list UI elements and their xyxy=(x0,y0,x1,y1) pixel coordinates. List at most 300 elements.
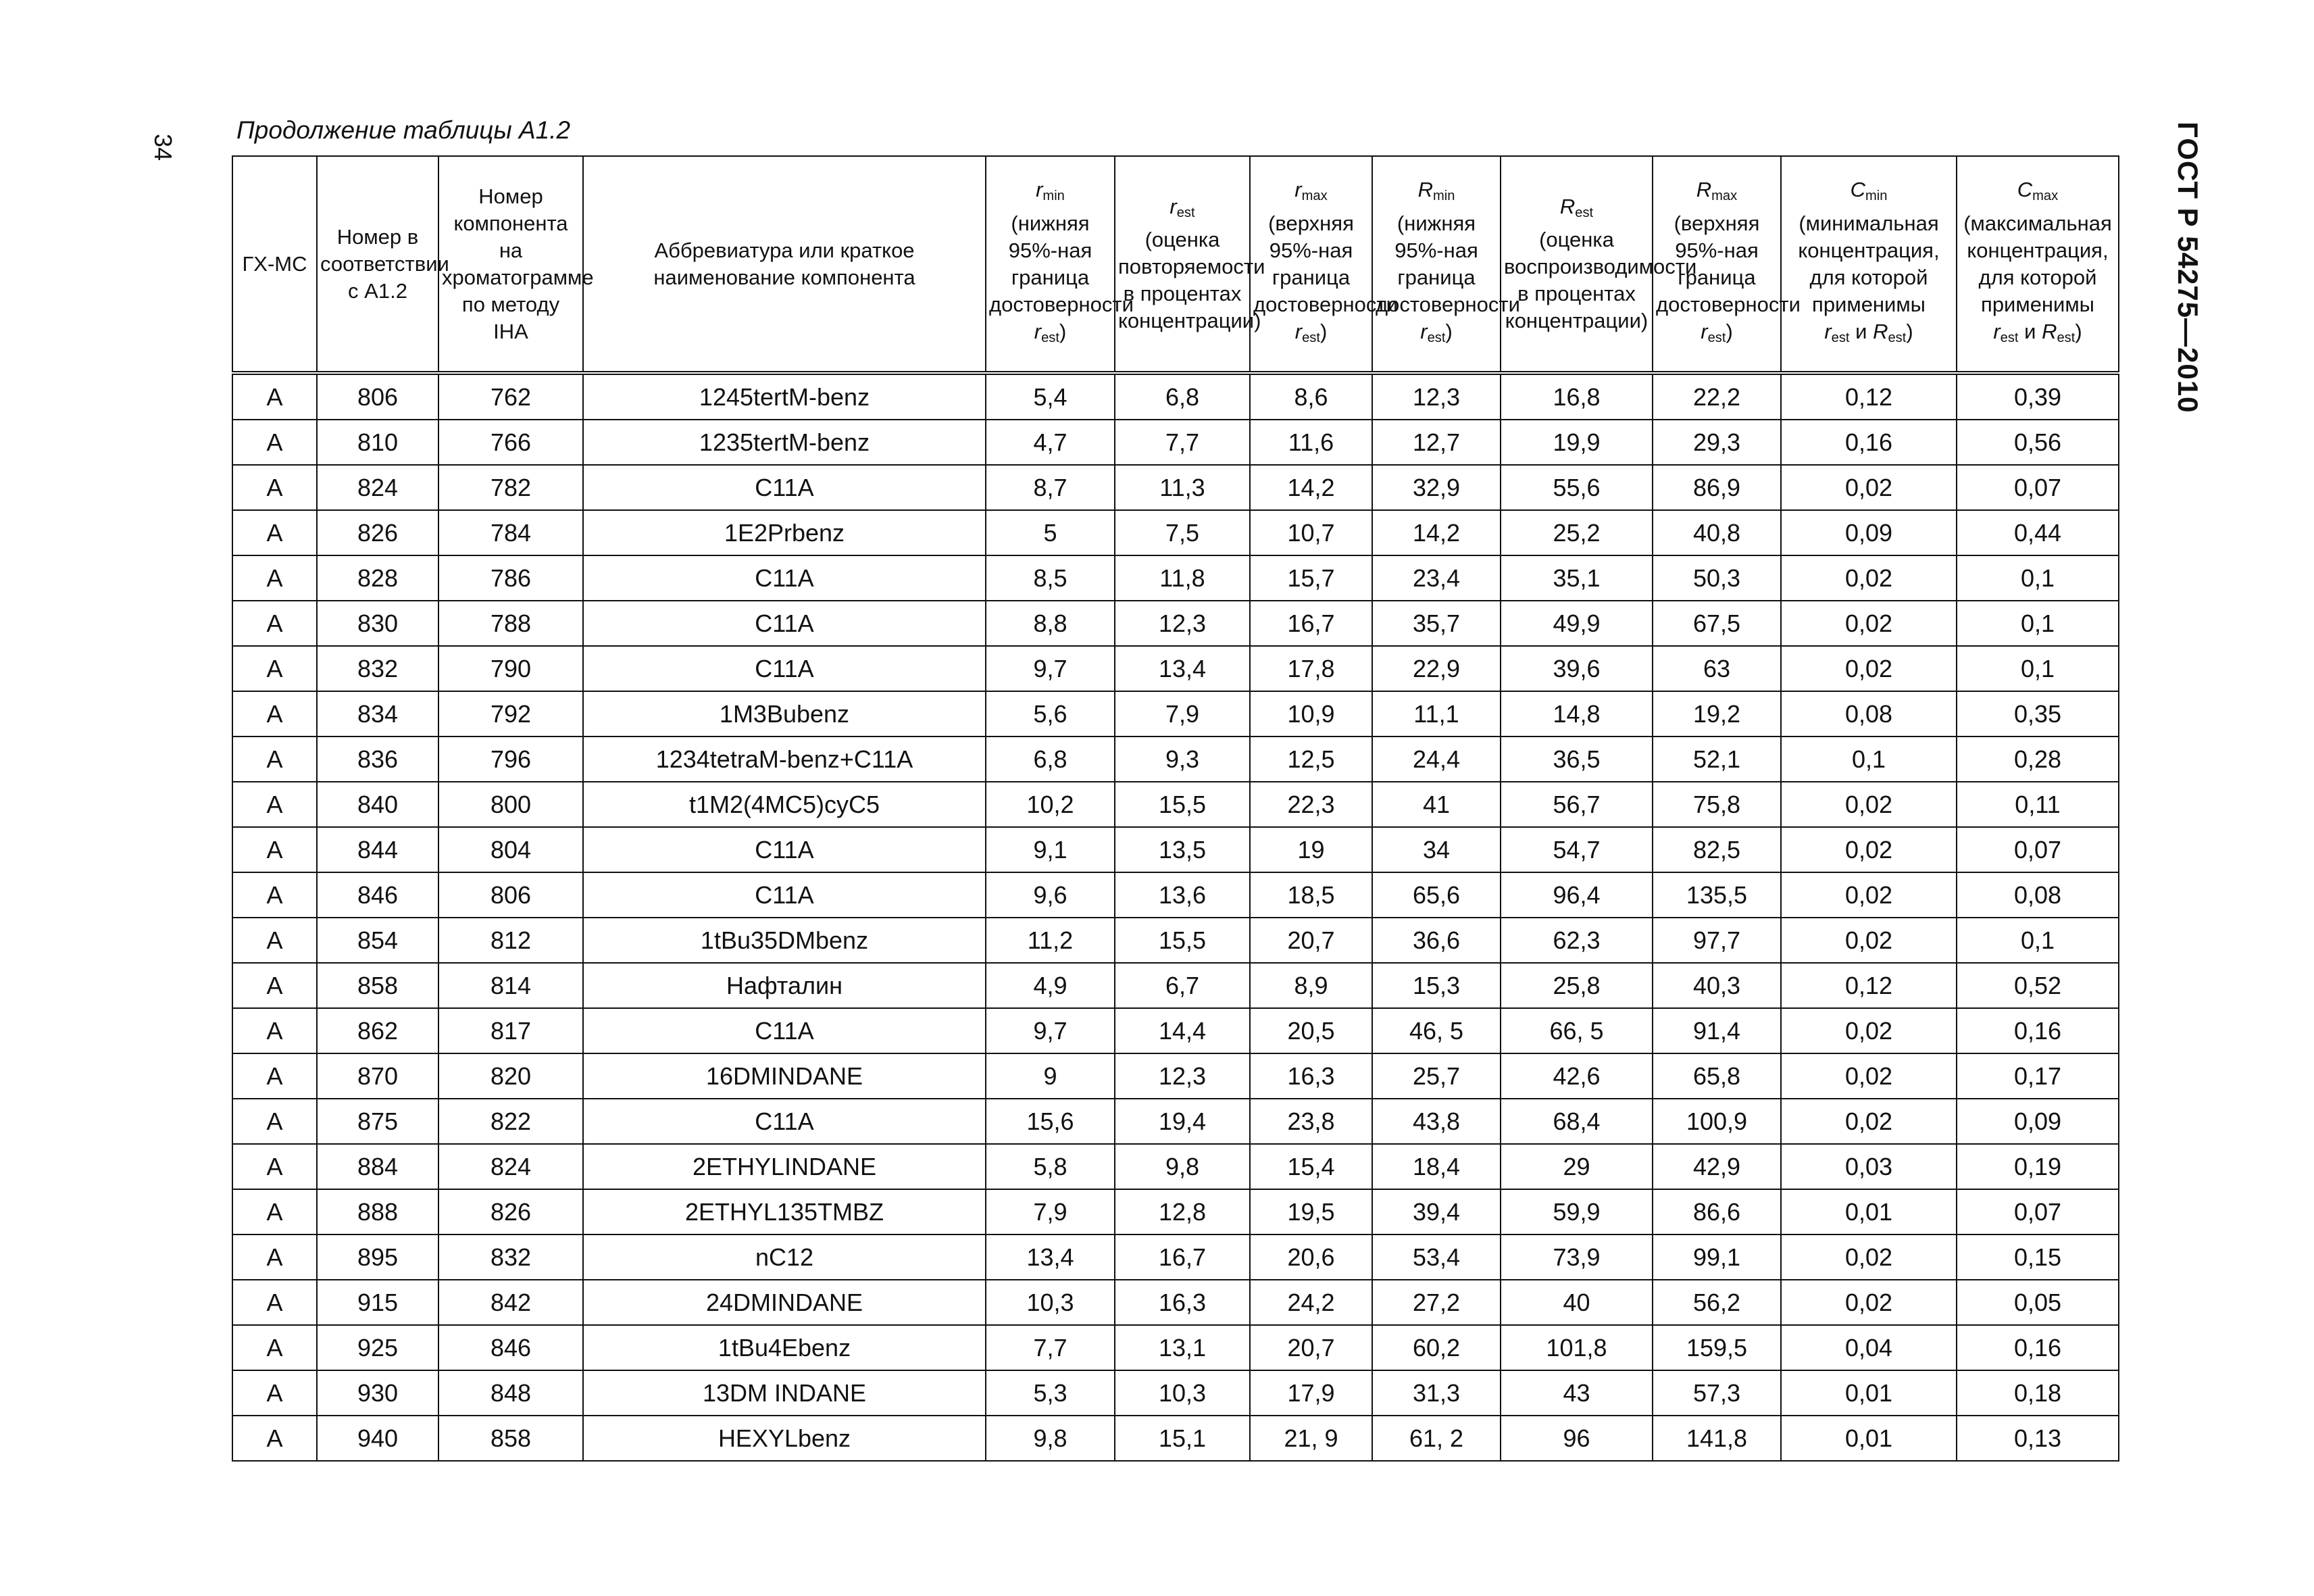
cell-Cmin: 0,01 xyxy=(1781,1416,1957,1461)
cell-Rest: 35,1 xyxy=(1501,555,1653,601)
cell-rest: 11,8 xyxy=(1115,555,1250,601)
cell-Rmax: 40,3 xyxy=(1653,963,1781,1008)
cell-rmax: 17,9 xyxy=(1250,1370,1372,1416)
cell-rmax: 14,2 xyxy=(1250,465,1372,510)
cell-Rmax: 86,6 xyxy=(1653,1189,1781,1235)
cell-rmax: 8,6 xyxy=(1250,373,1372,420)
cell-gcms: А xyxy=(232,918,317,963)
table-caption: Продолжение таблицы А1.2 xyxy=(236,116,571,144)
cell-rmin: 9,6 xyxy=(986,872,1115,918)
cell-gcms: А xyxy=(232,737,317,782)
cell-number-iha: 817 xyxy=(438,1008,583,1053)
cell-Rmax: 86,9 xyxy=(1653,465,1781,510)
cell-Rest: 54,7 xyxy=(1501,827,1653,872)
cell-rmax: 15,7 xyxy=(1250,555,1372,601)
cell-number-iha: 842 xyxy=(438,1280,583,1325)
cell-Cmax: 0,56 xyxy=(1957,420,2119,465)
cell-Rmax: 159,5 xyxy=(1653,1325,1781,1370)
cell-abbreviation: Нафталин xyxy=(583,963,986,1008)
table-row xyxy=(232,510,2119,555)
cell-rest: 7,9 xyxy=(1115,691,1250,737)
cell-Cmin: 0,16 xyxy=(1781,420,1957,465)
cell-rmax: 8,9 xyxy=(1250,963,1372,1008)
cell-Rmin: 11,1 xyxy=(1372,691,1501,737)
cell-rmax: 16,3 xyxy=(1250,1053,1372,1099)
cell-Cmax: 0,16 xyxy=(1957,1325,2119,1370)
cell-gcms: А xyxy=(232,963,317,1008)
cell-rmin: 15,6 xyxy=(986,1099,1115,1144)
cell-number-iha: 784 xyxy=(438,510,583,555)
table-row xyxy=(232,1370,2119,1416)
cell-Cmax: 0,07 xyxy=(1957,1189,2119,1235)
cell-Rest: 29 xyxy=(1501,1144,1653,1189)
table-body xyxy=(232,373,2119,1461)
cell-Cmin: 0,08 xyxy=(1781,691,1957,737)
table-row xyxy=(232,373,2119,420)
cell-Cmax: 0,11 xyxy=(1957,782,2119,827)
cell-abbreviation: 1M3Bubenz xyxy=(583,691,986,737)
header-row xyxy=(232,156,2119,373)
cell-gcms: А xyxy=(232,1053,317,1099)
cell-Rest: 96 xyxy=(1501,1416,1653,1461)
cell-number-iha: 848 xyxy=(438,1370,583,1416)
cell-gcms: А xyxy=(232,1008,317,1053)
cell-rmin: 8,8 xyxy=(986,601,1115,646)
cell-gcms: А xyxy=(232,646,317,691)
cell-rest: 7,7 xyxy=(1115,420,1250,465)
cell-rmin: 4,7 xyxy=(986,420,1115,465)
cell-gcms: А xyxy=(232,373,317,420)
cell-rest: 15,5 xyxy=(1115,918,1250,963)
cell-Rest: 25,8 xyxy=(1501,963,1653,1008)
cell-abbreviation: C11A xyxy=(583,872,986,918)
cell-number-a12: 870 xyxy=(317,1053,438,1099)
data-table xyxy=(232,155,2119,1462)
cell-Rmin: 35,7 xyxy=(1372,601,1501,646)
header-number-a12: Номер в соответствии с А1.2 xyxy=(317,156,438,373)
cell-rmin: 9,7 xyxy=(986,646,1115,691)
cell-rest: 15,5 xyxy=(1115,782,1250,827)
cell-Rmin: 23,4 xyxy=(1372,555,1501,601)
cell-number-a12: 858 xyxy=(317,963,438,1008)
cell-Rmin: 18,4 xyxy=(1372,1144,1501,1189)
cell-Rmax: 40,8 xyxy=(1653,510,1781,555)
table-row xyxy=(232,1144,2119,1189)
cell-gcms: А xyxy=(232,1189,317,1235)
cell-Rmin: 34 xyxy=(1372,827,1501,872)
cell-number-a12: 940 xyxy=(317,1416,438,1461)
cell-rest: 11,3 xyxy=(1115,465,1250,510)
cell-abbreviation: 24DMINDANE xyxy=(583,1280,986,1325)
cell-number-iha: 762 xyxy=(438,373,583,420)
table-row xyxy=(232,1280,2119,1325)
cell-Cmin: 0,02 xyxy=(1781,1099,1957,1144)
cell-number-iha: 788 xyxy=(438,601,583,646)
cell-Rmin: 14,2 xyxy=(1372,510,1501,555)
cell-Rest: 40 xyxy=(1501,1280,1653,1325)
cell-Rmin: 27,2 xyxy=(1372,1280,1501,1325)
cell-Cmin: 0,02 xyxy=(1781,1053,1957,1099)
cell-Rmax: 19,2 xyxy=(1653,691,1781,737)
cell-Rest: 66, 5 xyxy=(1501,1008,1653,1053)
cell-gcms: А xyxy=(232,601,317,646)
table-row xyxy=(232,1416,2119,1461)
cell-number-iha: 832 xyxy=(438,1235,583,1280)
cell-Cmin: 0,01 xyxy=(1781,1370,1957,1416)
cell-rest: 10,3 xyxy=(1115,1370,1250,1416)
table-row xyxy=(232,420,2119,465)
cell-rmin: 5,6 xyxy=(986,691,1115,737)
cell-Rmin: 61, 2 xyxy=(1372,1416,1501,1461)
cell-rmin: 11,2 xyxy=(986,918,1115,963)
cell-number-iha: 766 xyxy=(438,420,583,465)
cell-Cmin: 0,02 xyxy=(1781,827,1957,872)
cell-Rmax: 135,5 xyxy=(1653,872,1781,918)
cell-abbreviation: 2ETHYLINDANE xyxy=(583,1144,986,1189)
cell-rmax: 22,3 xyxy=(1250,782,1372,827)
cell-rmax: 10,7 xyxy=(1250,510,1372,555)
cell-Cmin: 0,02 xyxy=(1781,1008,1957,1053)
cell-number-iha: 826 xyxy=(438,1189,583,1235)
cell-abbreviation: C11A xyxy=(583,646,986,691)
cell-rmin: 5,3 xyxy=(986,1370,1115,1416)
cell-Rest: 73,9 xyxy=(1501,1235,1653,1280)
cell-rmin: 5,4 xyxy=(986,373,1115,420)
table-row xyxy=(232,1008,2119,1053)
cell-Cmin: 0,02 xyxy=(1781,782,1957,827)
cell-number-a12: 854 xyxy=(317,918,438,963)
cell-Cmin: 0,12 xyxy=(1781,373,1957,420)
cell-Rmax: 91,4 xyxy=(1653,1008,1781,1053)
table-row xyxy=(232,737,2119,782)
table-row xyxy=(232,782,2119,827)
cell-number-a12: 830 xyxy=(317,601,438,646)
cell-rmin: 7,9 xyxy=(986,1189,1115,1235)
cell-Rmax: 42,9 xyxy=(1653,1144,1781,1189)
cell-number-a12: 840 xyxy=(317,782,438,827)
cell-Cmax: 0,09 xyxy=(1957,1099,2119,1144)
cell-number-iha: 824 xyxy=(438,1144,583,1189)
cell-Rmax: 65,8 xyxy=(1653,1053,1781,1099)
cell-Rmax: 75,8 xyxy=(1653,782,1781,827)
cell-number-iha: 820 xyxy=(438,1053,583,1099)
cell-number-iha: 786 xyxy=(438,555,583,601)
cell-rest: 12,3 xyxy=(1115,601,1250,646)
cell-number-a12: 862 xyxy=(317,1008,438,1053)
cell-rmax: 20,7 xyxy=(1250,918,1372,963)
cell-Cmax: 0,15 xyxy=(1957,1235,2119,1280)
running-head: ГОСТ Р 54275—2010 xyxy=(2172,122,2204,414)
cell-Cmax: 0,17 xyxy=(1957,1053,2119,1099)
cell-abbreviation: C11A xyxy=(583,827,986,872)
cell-rmax: 12,5 xyxy=(1250,737,1372,782)
cell-Rmax: 22,2 xyxy=(1653,373,1781,420)
cell-gcms: А xyxy=(232,1280,317,1325)
cell-number-a12: 844 xyxy=(317,827,438,872)
cell-Cmax: 0,18 xyxy=(1957,1370,2119,1416)
cell-Rmin: 31,3 xyxy=(1372,1370,1501,1416)
cell-Rmax: 141,8 xyxy=(1653,1416,1781,1461)
cell-number-iha: 858 xyxy=(438,1416,583,1461)
cell-gcms: А xyxy=(232,1099,317,1144)
cell-Cmax: 0,1 xyxy=(1957,646,2119,691)
header-Rmax: $R_{max}$ (верхняя 95%-ная граница достоверности $r_{est}$) xyxy=(1653,156,1781,373)
cell-gcms: А xyxy=(232,782,317,827)
cell-number-iha: 782 xyxy=(438,465,583,510)
cell-number-a12: 884 xyxy=(317,1144,438,1189)
cell-rmin: 10,2 xyxy=(986,782,1115,827)
cell-rmax: 20,5 xyxy=(1250,1008,1372,1053)
table-row xyxy=(232,872,2119,918)
cell-Rest: 42,6 xyxy=(1501,1053,1653,1099)
table-row xyxy=(232,963,2119,1008)
cell-abbreviation: 1E2Prbenz xyxy=(583,510,986,555)
cell-Rmax: 63 xyxy=(1653,646,1781,691)
cell-Rmin: 25,7 xyxy=(1372,1053,1501,1099)
cell-Rmin: 53,4 xyxy=(1372,1235,1501,1280)
cell-Rmin: 60,2 xyxy=(1372,1325,1501,1370)
cell-number-iha: 804 xyxy=(438,827,583,872)
table-row xyxy=(232,1325,2119,1370)
cell-Rmax: 97,7 xyxy=(1653,918,1781,963)
cell-Rmin: 39,4 xyxy=(1372,1189,1501,1235)
cell-rest: 6,7 xyxy=(1115,963,1250,1008)
cell-number-a12: 834 xyxy=(317,691,438,737)
cell-Rmin: 46, 5 xyxy=(1372,1008,1501,1053)
cell-Cmin: 0,02 xyxy=(1781,646,1957,691)
cell-rest: 16,3 xyxy=(1115,1280,1250,1325)
cell-Cmax: 0,1 xyxy=(1957,555,2119,601)
cell-rmax: 11,6 xyxy=(1250,420,1372,465)
cell-rmax: 16,7 xyxy=(1250,601,1372,646)
cell-Cmax: 0,1 xyxy=(1957,601,2119,646)
cell-Cmin: 0,02 xyxy=(1781,465,1957,510)
cell-number-a12: 846 xyxy=(317,872,438,918)
cell-rmax: 17,8 xyxy=(1250,646,1372,691)
cell-Cmin: 0,04 xyxy=(1781,1325,1957,1370)
cell-number-iha: 812 xyxy=(438,918,583,963)
cell-number-a12: 930 xyxy=(317,1370,438,1416)
cell-Cmin: 0,02 xyxy=(1781,601,1957,646)
table-row xyxy=(232,918,2119,963)
cell-Rmax: 50,3 xyxy=(1653,555,1781,601)
cell-Rest: 39,6 xyxy=(1501,646,1653,691)
cell-rest: 12,8 xyxy=(1115,1189,1250,1235)
cell-Rmin: 32,9 xyxy=(1372,465,1501,510)
cell-number-a12: 895 xyxy=(317,1235,438,1280)
cell-rmin: 13,4 xyxy=(986,1235,1115,1280)
cell-gcms: А xyxy=(232,872,317,918)
table-row xyxy=(232,827,2119,872)
cell-Rmin: 12,7 xyxy=(1372,420,1501,465)
cell-number-iha: 846 xyxy=(438,1325,583,1370)
cell-Rmin: 22,9 xyxy=(1372,646,1501,691)
cell-rest: 9,8 xyxy=(1115,1144,1250,1189)
cell-Cmin: 0,12 xyxy=(1781,963,1957,1008)
cell-Rest: 55,6 xyxy=(1501,465,1653,510)
cell-Rest: 56,7 xyxy=(1501,782,1653,827)
cell-Rmin: 41 xyxy=(1372,782,1501,827)
header-Rmin: $R_{min}$ (нижняя 95%-ная граница достоверности $r_{est}$) xyxy=(1372,156,1501,373)
cell-rmax: 23,8 xyxy=(1250,1099,1372,1144)
cell-gcms: А xyxy=(232,691,317,737)
cell-number-a12: 824 xyxy=(317,465,438,510)
cell-Rest: 19,9 xyxy=(1501,420,1653,465)
cell-Rest: 59,9 xyxy=(1501,1189,1653,1235)
cell-rmax: 21, 9 xyxy=(1250,1416,1372,1461)
cell-number-a12: 875 xyxy=(317,1099,438,1144)
table-row xyxy=(232,601,2119,646)
cell-Cmin: 0,09 xyxy=(1781,510,1957,555)
cell-rmin: 4,9 xyxy=(986,963,1115,1008)
header-rest: $r_{est}$ (оценка повторяемости в процентах концентрации) xyxy=(1115,156,1250,373)
cell-rest: 9,3 xyxy=(1115,737,1250,782)
cell-Rmin: 15,3 xyxy=(1372,963,1501,1008)
cell-Cmin: 0,02 xyxy=(1781,555,1957,601)
header-rmin: $r_{min}$ (нижняя 95%-ная граница достоверности $r_{est}$) xyxy=(986,156,1115,373)
cell-Cmax: 0,52 xyxy=(1957,963,2119,1008)
cell-rmin: 7,7 xyxy=(986,1325,1115,1370)
table-row xyxy=(232,1099,2119,1144)
header-Cmax: $C_{max}$ (максимальная концентрация, для которой применимы $r_{est}$ и $R_{est}$) xyxy=(1957,156,2119,373)
header-number-iha: Номер компонента на хроматограмме по методу IHA xyxy=(438,156,583,373)
cell-number-iha: 814 xyxy=(438,963,583,1008)
cell-Cmin: 0,1 xyxy=(1781,737,1957,782)
cell-gcms: А xyxy=(232,555,317,601)
cell-Cmax: 0,07 xyxy=(1957,465,2119,510)
cell-rmin: 5,8 xyxy=(986,1144,1115,1189)
cell-Cmax: 0,35 xyxy=(1957,691,2119,737)
cell-rmin: 8,7 xyxy=(986,465,1115,510)
cell-Cmin: 0,01 xyxy=(1781,1189,1957,1235)
cell-rmax: 19,5 xyxy=(1250,1189,1372,1235)
cell-abbreviation: C11A xyxy=(583,1099,986,1144)
cell-number-a12: 915 xyxy=(317,1280,438,1325)
table-row xyxy=(232,1235,2119,1280)
cell-Cmin: 0,02 xyxy=(1781,1280,1957,1325)
cell-rmax: 10,9 xyxy=(1250,691,1372,737)
cell-abbreviation: 1tBu35DMbenz xyxy=(583,918,986,963)
cell-gcms: А xyxy=(232,420,317,465)
cell-gcms: А xyxy=(232,1235,317,1280)
cell-Rmax: 57,3 xyxy=(1653,1370,1781,1416)
cell-Cmax: 0,16 xyxy=(1957,1008,2119,1053)
cell-abbreviation: 2ETHYL135TMBZ xyxy=(583,1189,986,1235)
cell-Rmax: 56,2 xyxy=(1653,1280,1781,1325)
cell-rest: 15,1 xyxy=(1115,1416,1250,1461)
cell-rmax: 19 xyxy=(1250,827,1372,872)
table-row xyxy=(232,1053,2119,1099)
cell-rmax: 15,4 xyxy=(1250,1144,1372,1189)
cell-Rest: 36,5 xyxy=(1501,737,1653,782)
cell-number-a12: 836 xyxy=(317,737,438,782)
cell-abbreviation: 1245tertM-benz xyxy=(583,373,986,420)
cell-Cmin: 0,02 xyxy=(1781,918,1957,963)
cell-abbreviation: 1tBu4Ebenz xyxy=(583,1325,986,1370)
cell-Rmin: 12,3 xyxy=(1372,373,1501,420)
cell-gcms: А xyxy=(232,510,317,555)
cell-abbreviation: C11A xyxy=(583,555,986,601)
cell-rest: 13,1 xyxy=(1115,1325,1250,1370)
cell-Rest: 14,8 xyxy=(1501,691,1653,737)
cell-number-a12: 832 xyxy=(317,646,438,691)
cell-Rest: 101,8 xyxy=(1501,1325,1653,1370)
cell-rmax: 18,5 xyxy=(1250,872,1372,918)
cell-Rmax: 52,1 xyxy=(1653,737,1781,782)
cell-rmax: 20,6 xyxy=(1250,1235,1372,1280)
table-row xyxy=(232,691,2119,737)
cell-Cmax: 0,07 xyxy=(1957,827,2119,872)
cell-rest: 14,4 xyxy=(1115,1008,1250,1053)
cell-Rest: 43 xyxy=(1501,1370,1653,1416)
cell-gcms: А xyxy=(232,1416,317,1461)
cell-Rmax: 82,5 xyxy=(1653,827,1781,872)
cell-number-a12: 810 xyxy=(317,420,438,465)
cell-gcms: А xyxy=(232,1144,317,1189)
cell-Rmin: 65,6 xyxy=(1372,872,1501,918)
cell-Rest: 62,3 xyxy=(1501,918,1653,963)
cell-Rmin: 24,4 xyxy=(1372,737,1501,782)
cell-number-iha: 806 xyxy=(438,872,583,918)
cell-rest: 19,4 xyxy=(1115,1099,1250,1144)
cell-abbreviation: HEXYLbenz xyxy=(583,1416,986,1461)
cell-abbreviation: 1235tertM-benz xyxy=(583,420,986,465)
cell-Rmax: 67,5 xyxy=(1653,601,1781,646)
header-gcms: ГХ-МС xyxy=(232,156,317,373)
cell-Cmax: 0,28 xyxy=(1957,737,2119,782)
cell-number-iha: 822 xyxy=(438,1099,583,1144)
table-row xyxy=(232,555,2119,601)
cell-Rmin: 36,6 xyxy=(1372,918,1501,963)
cell-rest: 16,7 xyxy=(1115,1235,1250,1280)
cell-Cmin: 0,03 xyxy=(1781,1144,1957,1189)
cell-number-a12: 888 xyxy=(317,1189,438,1235)
table-row xyxy=(232,646,2119,691)
cell-abbreviation: C11A xyxy=(583,1008,986,1053)
cell-gcms: А xyxy=(232,1370,317,1416)
cell-Cmax: 0,1 xyxy=(1957,918,2119,963)
page-number: 34 xyxy=(149,134,177,161)
cell-rest: 13,4 xyxy=(1115,646,1250,691)
cell-rmin: 6,8 xyxy=(986,737,1115,782)
cell-rmin: 9,7 xyxy=(986,1008,1115,1053)
cell-number-a12: 925 xyxy=(317,1325,438,1370)
cell-abbreviation: 13DM INDANE xyxy=(583,1370,986,1416)
cell-number-a12: 806 xyxy=(317,373,438,420)
table-row xyxy=(232,465,2119,510)
cell-Rmin: 43,8 xyxy=(1372,1099,1501,1144)
cell-Rest: 68,4 xyxy=(1501,1099,1653,1144)
cell-number-iha: 796 xyxy=(438,737,583,782)
cell-Cmin: 0,02 xyxy=(1781,1235,1957,1280)
cell-rest: 13,6 xyxy=(1115,872,1250,918)
cell-abbreviation: 16DMINDANE xyxy=(583,1053,986,1099)
header-Rest: $R_{est}$ (оценка воспроизводимости в процентах концентрации) xyxy=(1501,156,1653,373)
cell-abbreviation: C11A xyxy=(583,465,986,510)
cell-Cmax: 0,08 xyxy=(1957,872,2119,918)
cell-abbreviation: 1234tetraM-benz+C11A xyxy=(583,737,986,782)
cell-Rmax: 99,1 xyxy=(1653,1235,1781,1280)
cell-Rmax: 100,9 xyxy=(1653,1099,1781,1144)
cell-rest: 7,5 xyxy=(1115,510,1250,555)
cell-rmin: 10,3 xyxy=(986,1280,1115,1325)
cell-Rest: 16,8 xyxy=(1501,373,1653,420)
cell-rest: 13,5 xyxy=(1115,827,1250,872)
cell-number-a12: 828 xyxy=(317,555,438,601)
cell-rmin: 8,5 xyxy=(986,555,1115,601)
cell-rmin: 5 xyxy=(986,510,1115,555)
header-rmax: $r_{max}$ (верхняя 95%-ная граница достоверности $r_{est}$) xyxy=(1250,156,1372,373)
